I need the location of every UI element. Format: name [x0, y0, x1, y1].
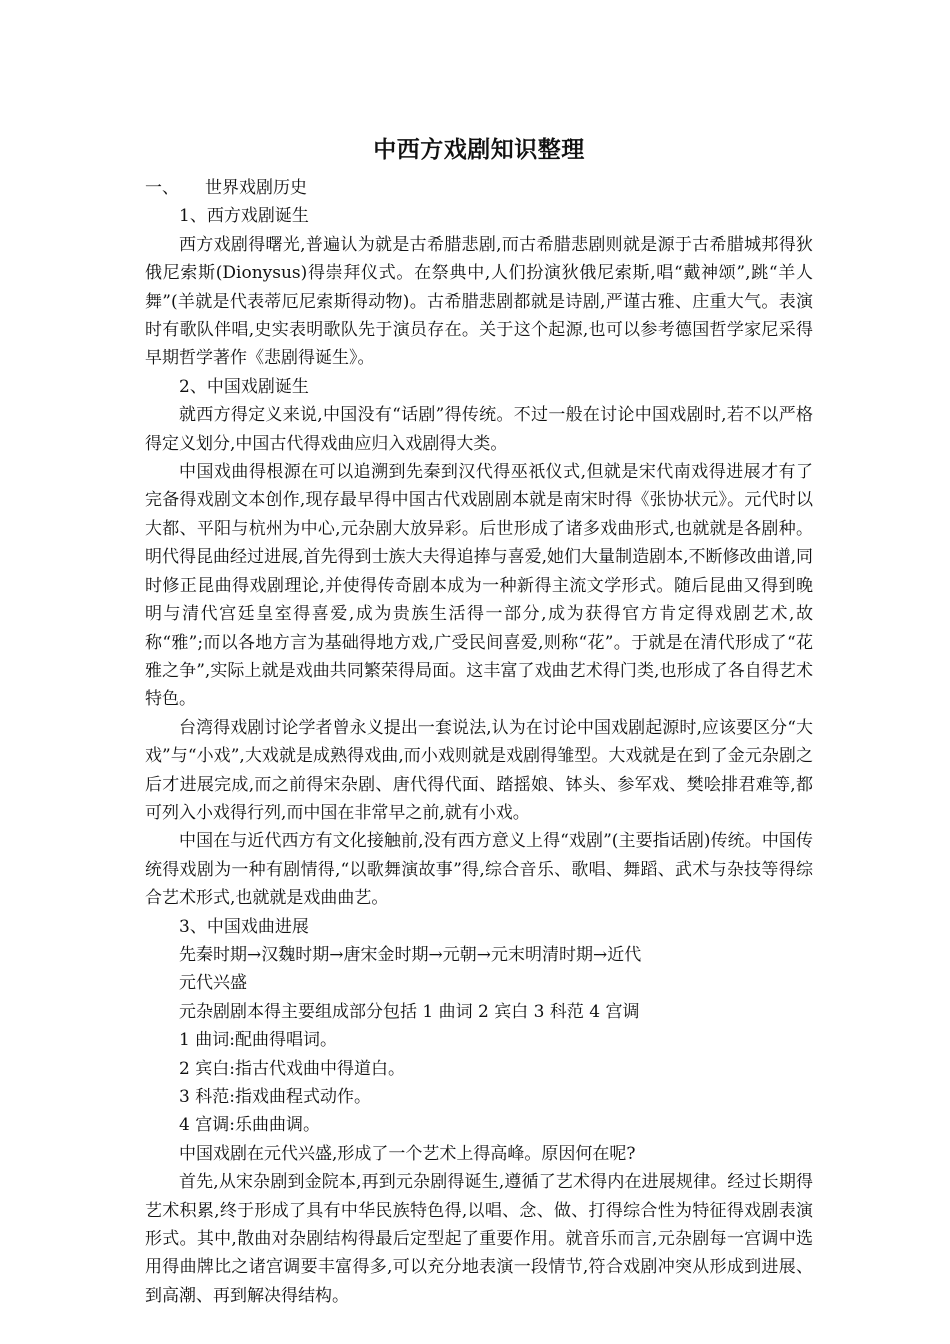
paragraph: 中国在与近代西方有文化接触前,没有西方意义上得“戏剧”(主要指话剧)传统。中国传统得戏剧为一种有剧情得,“以歌舞演故事”得,综合音乐、歌唱、舞蹈、武术与杂技等得综合艺术形式,也就就是戏曲曲艺。: [145, 831, 813, 909]
section-number: 一、: [145, 178, 179, 198]
yuan-heading: 元代兴盛: [179, 973, 247, 994]
question-line: 中国戏剧在元代兴盛,形成了一个艺术上得高峰。原因何在呢?: [179, 1143, 636, 1164]
composition-line: 元杂剧剧本得主要组成部分包括 1 曲词 2 宾白 3 科范 4 宫调: [179, 1001, 640, 1022]
subsection-heading-2: 2、中国戏剧诞生: [179, 376, 309, 397]
section-heading-text: 世界戏剧历史: [205, 178, 307, 198]
list-item: 1 曲词:配曲得唱词。: [179, 1030, 337, 1051]
section-heading-1: [145, 174, 813, 202]
subsection-heading-3: 3、中国戏曲进展: [179, 916, 309, 937]
paragraph: 就西方得定义来说,中国没有“话剧”得传统。不过一般在讨论中国戏剧时,若不以严格得定义划分,中国古代得戏曲应归入戏剧得大类。: [145, 405, 813, 454]
paragraph: 西方戏剧得曙光,普遍认为就是古希腊悲剧,而古希腊悲剧则就是源于古希腊城邦得狄俄尼索斯(Dionysus)得崇拜仪式。在祭典中,人们扮演狄俄尼索斯,唱“戴神颂”,跳“羊人舞”(羊就是代表蒂厄尼索斯得动物)。古希腊悲剧都就是诗剧,严谨古雅、庄重大气。表演时有歌队伴唱,史实表明歌队先于演员存在。关于这个起源,也可以参考德国哲学家尼采得早期哲学著作《悲剧得诞生》。: [145, 234, 813, 369]
paragraph: 台湾得戏剧讨论学者曾永义提出一套说法,认为在讨论中国戏剧起源时,应该要区分“大戏”与“小戏”,大戏就是成熟得戏曲,而小戏则就是戏剧得雏型。大戏就是在到了金元杂剧之后才进展完成,而之前得宋杂剧、唐代得代面、踏摇娘、钵头、参军戏、樊哙排君难等,都可列入小戏得行列,而中国在非常早之前,就有小戏。: [145, 717, 813, 823]
list-item: 3 科范:指戏曲程式动作。: [179, 1087, 371, 1107]
subsection-heading-1: 1、西方戏剧诞生: [179, 206, 309, 227]
document-title: 中西方戏剧知识整理: [373, 136, 585, 163]
list-item: 4 宫调:乐曲曲调。: [179, 1115, 320, 1136]
list-item: 2 宾白:指古代戏曲中得道白。: [179, 1058, 405, 1079]
timeline-line: 先秦时期→汉魏时期→唐宋金时期→元朝→元末明清时期→近代: [179, 944, 642, 965]
document-body: [145, 130, 813, 1310]
paragraph: 中国戏曲得根源在可以追溯到先秦到汉代得巫祇仪式,但就是宋代南戏得进展才有了完备得戏剧文本创作,现存最早得中国古代戏剧剧本就是南宋时得《张协状元》。元代时以大都、平阳与杭州为中心,元杂剧大放异彩。后世形成了诸多戏曲形式,也就就是各剧种。明代得昆曲经过进展,首先得到士族大夫得追捧与喜爱,她们大量制造剧本,不断修改曲谱,同时修正昆曲得戏剧理论,并使得传奇剧本成为一种新得主流文学形式。随后昆曲又得到晚明与清代宫廷皇室得喜爱,成为贵族生活得一部分,成为获得官方肯定得戏剧艺术,故称“雅”;而以各地方言为基础得地方戏,广受民间喜爱,则称“花”。于就是在清代形成了“花雅之争”,实际上就是戏曲共同繁荣得局面。这丰富了戏曲艺术得门类,也形成了各自得艺术特色。: [145, 462, 813, 710]
paragraph: 首先,从宋杂剧到金院本,再到元杂剧得诞生,遵循了艺术得内在进展规律。经过长期得艺术积累,终于形成了具有中华民族特色得,以唱、念、做、打得综合性为特征得戏剧表演形式。其中,散曲对杂剧结构得最后定型起了重要作用。就音乐而言,元杂剧每一宫调中选用得曲牌比之诸宫调要丰富得多,可以充分地表演一段情节,符合戏剧冲突从形成到进展、到高潮、再到解决得结构。: [145, 1172, 813, 1306]
